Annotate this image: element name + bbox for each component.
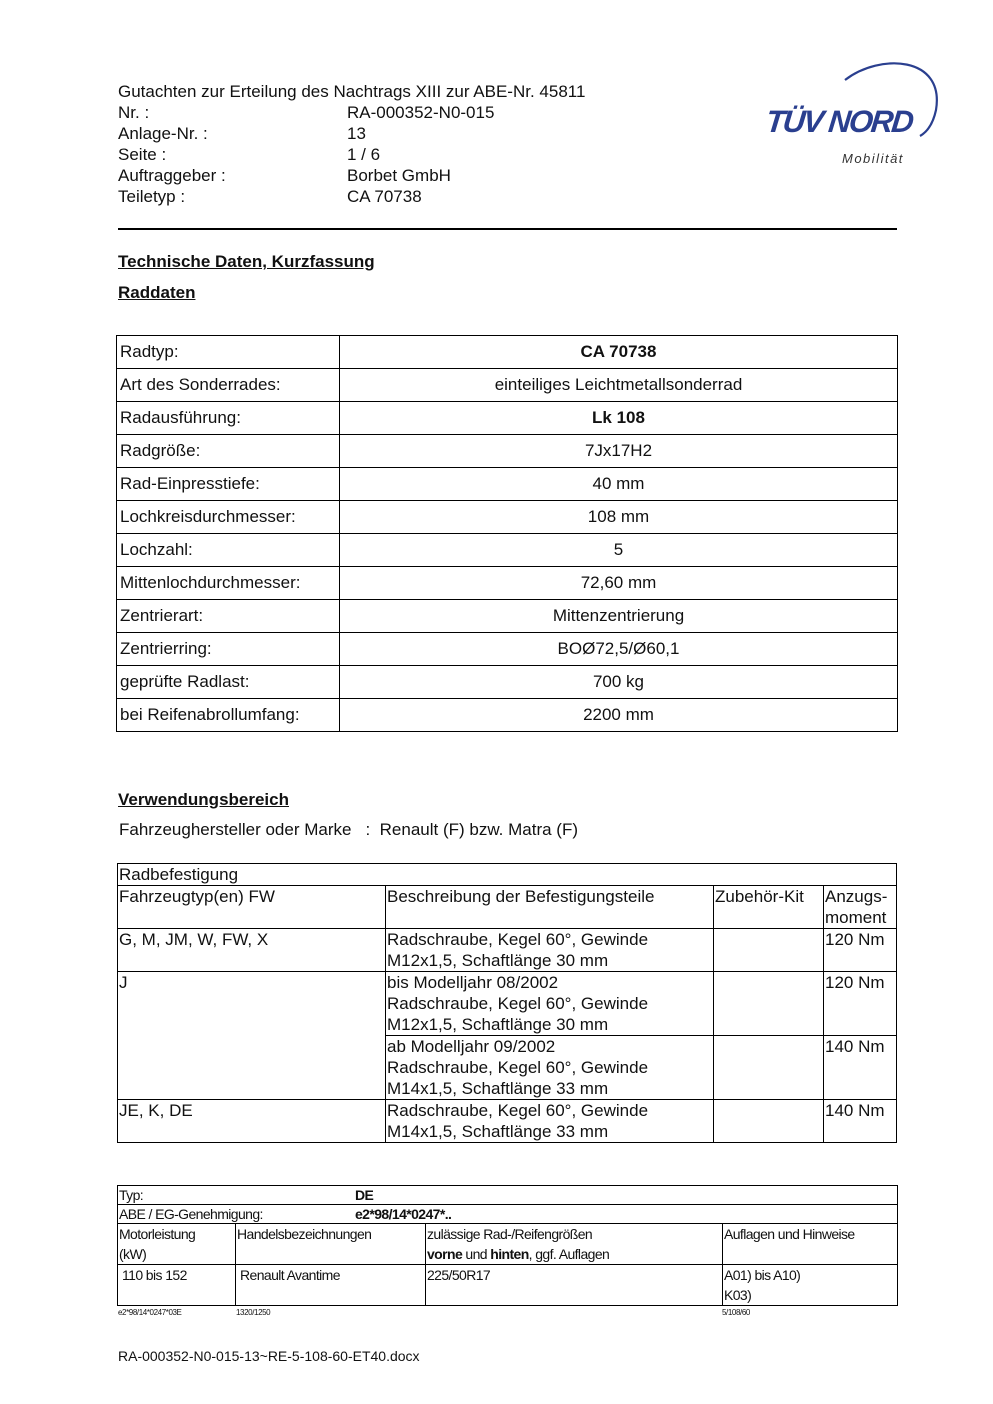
logo-subtitle: Mobilität — [842, 151, 904, 166]
raddaten-label: Mittenlochdurchmesser: — [117, 567, 340, 600]
header-field — [118, 186, 585, 207]
raddaten-value: 40 mm — [340, 468, 898, 501]
table-row — [117, 468, 898, 501]
table-cell-beschreibung: Radschraube, Kegel 60°, Gewinde M14x1,5, Schaftlänge 33 mm — [386, 1100, 714, 1143]
raddaten-label: Lochkreisdurchmesser: — [117, 501, 340, 534]
small-code-a: e2*98/14*0247*03E — [118, 1308, 182, 1317]
small-code-c: 5/108/60 — [722, 1308, 750, 1317]
cell-handelsbezeichnung — [236, 1265, 426, 1306]
table-row — [117, 336, 898, 369]
abe-label: ABE / EG-Genehmigung: — [119, 1206, 263, 1222]
raddaten-label: Lochzahl: — [117, 534, 340, 567]
header-field-value: 13 — [347, 124, 366, 143]
radbefestigung-title: Radbefestigung — [118, 864, 897, 886]
table-row — [117, 633, 898, 666]
heading-technische-daten: Technische Daten, Kurzfassung — [118, 252, 375, 271]
header-field-value: RA-000352-N0-015 — [347, 103, 495, 122]
cell-reifengroesse: 225/50R17 — [426, 1265, 723, 1306]
typ-value: DE — [355, 1187, 374, 1203]
hersteller-label: Fahrzeughersteller oder Marke — [119, 820, 352, 839]
header-field — [118, 144, 585, 165]
raddaten-value: 2200 mm — [340, 699, 898, 732]
raddaten-label: Radausführung: — [117, 402, 340, 435]
table-cell-kit — [714, 1036, 824, 1100]
table-cell-moment: 120 Nm — [824, 972, 897, 1036]
header-field-label: Teiletyp : — [118, 187, 186, 206]
document-title: Gutachten zur Erteilung des Nachtrags XIII zur ABE-Nr. 45811 — [118, 82, 586, 101]
raddaten-value: BOØ72,5/Ø60,1 — [340, 633, 898, 666]
raddaten-value: einteiliges Leichtmetallsonderrad — [340, 369, 898, 402]
raddaten-label: bei Reifenabrollumfang: — [117, 699, 340, 732]
abe-row — [118, 1205, 898, 1224]
raddaten-value: 5 — [340, 534, 898, 567]
col-beschreibung: Beschreibung der Befestigungsteile — [386, 886, 714, 929]
header-field — [118, 165, 585, 186]
raddaten-value: 72,60 mm — [340, 567, 898, 600]
cell-motorleistung — [118, 1265, 236, 1306]
col-zubehoer-kit: Zubehör-Kit — [714, 886, 824, 929]
raddaten-label: Art des Sonderrades: — [117, 369, 340, 402]
hersteller-sep: : — [365, 820, 371, 839]
raddaten-table — [116, 335, 898, 732]
raddaten-value: Lk 108 — [340, 402, 898, 435]
header-field-label: Anlage-Nr. : — [118, 124, 208, 143]
raddaten-label: Radtyp: — [117, 336, 340, 369]
cell-handelsbezeichnung-text: Renault Avantime — [240, 1267, 340, 1283]
header-field — [118, 102, 585, 123]
table-cell-beschreibung: ab Modelljahr 09/2002 Radschraube, Kegel 60°, Gewinde M14x1,5, Schaftlänge 33 mm — [386, 1036, 714, 1100]
heading-verwendungsbereich: Verwendungsbereich — [118, 790, 289, 809]
col-auflagen-hinweise: Auflagen und Hinweise — [723, 1224, 898, 1265]
typ-table — [117, 1185, 898, 1306]
table-row — [117, 402, 898, 435]
table-cell-kit — [714, 1100, 824, 1143]
header-field-value: 1 / 6 — [347, 145, 381, 164]
cell-motorleistung-text: 110 bis 152 — [122, 1267, 187, 1283]
header-field-value: CA 70738 — [347, 187, 422, 206]
radbefestigung-table — [117, 863, 897, 1143]
footer-filename: RA-000352-N0-015-13~RE-5-108-60-ET40.docx — [118, 1348, 420, 1364]
table-cell-moment: 140 Nm — [824, 1036, 897, 1100]
col-fahrzeugtyp: Fahrzeugtyp(en) FW — [118, 886, 386, 929]
hersteller-line — [119, 820, 578, 840]
col-reifengroessen — [426, 1224, 723, 1265]
small-code-b: 1320/1250 — [236, 1308, 271, 1317]
cell-auflagen: A01) bis A10) K03) — [723, 1265, 898, 1306]
col-vorne: vorne — [427, 1246, 463, 1262]
raddaten-value: 7Jx17H2 — [340, 435, 898, 468]
typ-label: Typ: — [119, 1187, 144, 1203]
table-cell-kit — [714, 972, 824, 1036]
col-auflagen-suffix: , ggf. Auflagen — [528, 1246, 610, 1262]
header-field-label: Auftraggeber : — [118, 166, 226, 185]
header-divider — [118, 228, 897, 230]
col-anzugsmoment: Anzugs- moment — [824, 886, 897, 929]
hersteller-value: Renault (F) bzw. Matra (F) — [379, 820, 579, 839]
table-row — [117, 435, 898, 468]
tuv-nord-logo: TÜV NORD — [764, 104, 914, 139]
col-und: und — [462, 1246, 491, 1262]
raddaten-value: 108 mm — [340, 501, 898, 534]
raddaten-value: Mittenzentrierung — [340, 600, 898, 633]
header-field — [118, 123, 585, 144]
header-field-label: Nr. : — [118, 103, 150, 122]
raddaten-value: 700 kg — [340, 666, 898, 699]
table-cell-kit — [714, 929, 824, 972]
table-cell-beschreibung: Radschraube, Kegel 60°, Gewinde M12x1,5, Schaftlänge 30 mm — [386, 929, 714, 972]
col-handelsbezeichnungen: Handelsbezeichnungen — [236, 1224, 426, 1265]
table-cell-typ: G, M, JM, W, FW, X — [118, 929, 386, 972]
document-header — [118, 81, 585, 207]
header-field-value: Borbet GmbH — [347, 166, 451, 185]
col-motorleistung: Motorleistung (kW) — [118, 1224, 236, 1265]
raddaten-label: Zentrierring: — [117, 633, 340, 666]
table-cell-moment: 120 Nm — [824, 929, 897, 972]
raddaten-label: Zentrierart: — [117, 600, 340, 633]
raddaten-value: CA 70738 — [340, 336, 898, 369]
raddaten-label: Radgröße: — [117, 435, 340, 468]
table-row — [117, 567, 898, 600]
table-row — [117, 369, 898, 402]
typ-row — [118, 1186, 898, 1205]
table-row — [117, 699, 898, 732]
table-cell-beschreibung: bis Modelljahr 08/2002 Radschraube, Kegel 60°, Gewinde M12x1,5, Schaftlänge 30 mm — [386, 972, 714, 1036]
table-row — [117, 501, 898, 534]
raddaten-label: geprüfte Radlast: — [117, 666, 340, 699]
table-cell-moment: 140 Nm — [824, 1100, 897, 1143]
col-reifengroessen-line1: zulässige Rad-/Reifengrößen — [427, 1226, 593, 1242]
table-row — [117, 600, 898, 633]
heading-raddaten: Raddaten — [118, 283, 196, 302]
abe-value: e2*98/14*0247*.. — [355, 1206, 452, 1222]
table-cell-typ: JE, K, DE — [118, 1100, 386, 1143]
table-row — [117, 534, 898, 567]
header-field-label: Seite : — [118, 145, 167, 164]
raddaten-label: Rad-Einpresstiefe: — [117, 468, 340, 501]
col-hinten: hinten — [490, 1246, 529, 1262]
table-cell-typ: J — [118, 972, 386, 1100]
table-row — [117, 666, 898, 699]
